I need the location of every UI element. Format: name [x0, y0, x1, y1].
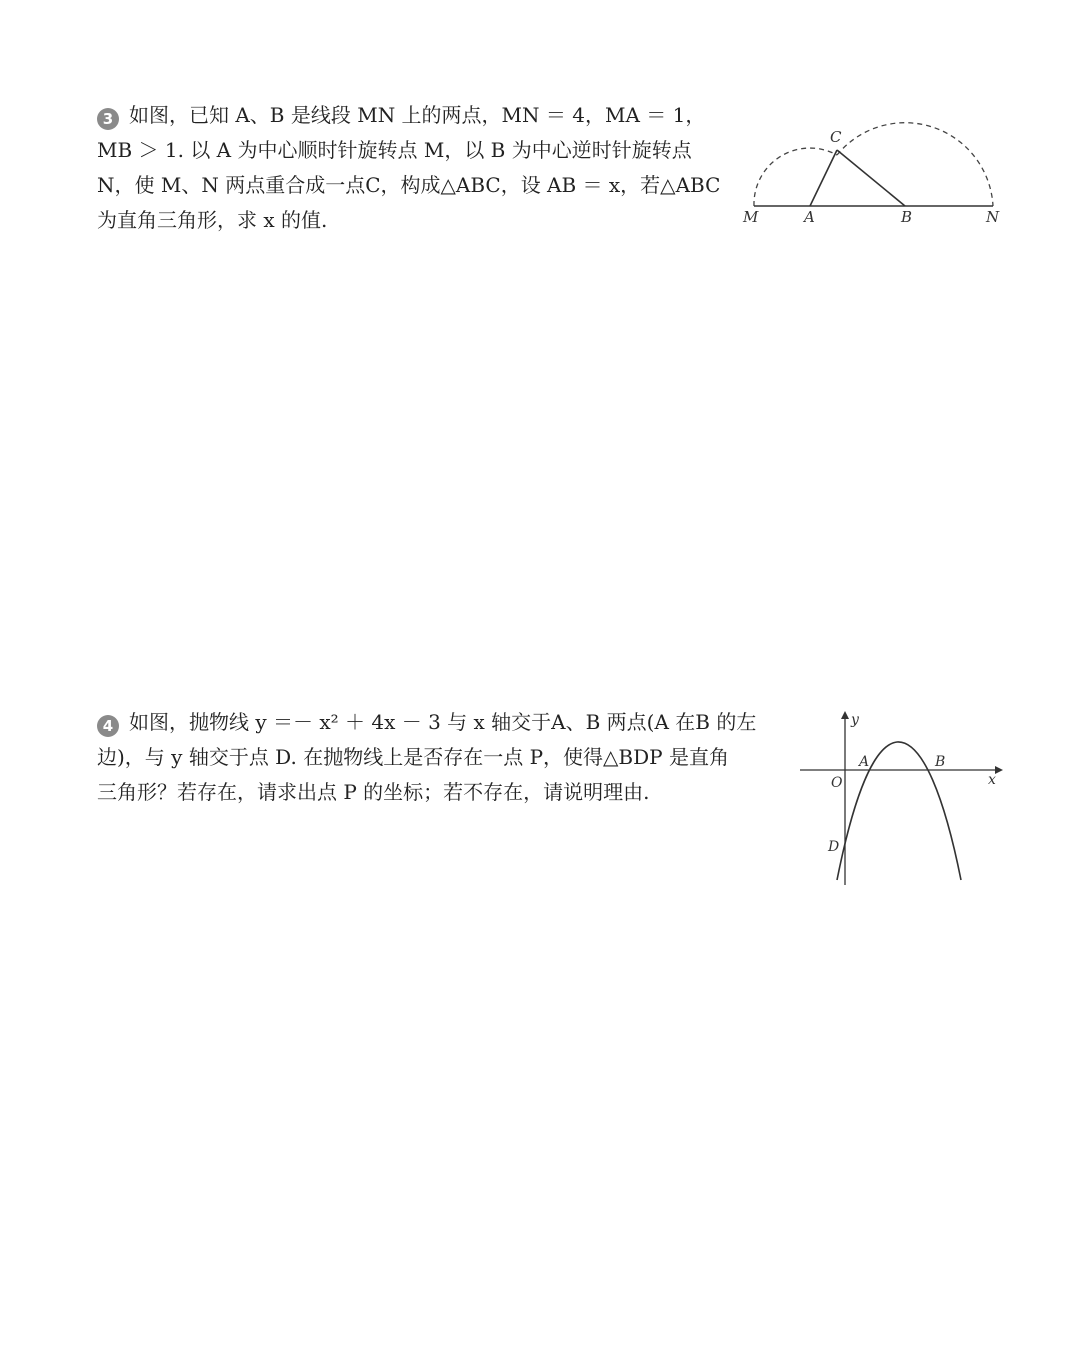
- label-a: A: [804, 208, 815, 226]
- problem-4-figure: [795, 705, 1010, 890]
- problem-3-line-2: MB ＞ 1. 以 A 为中心顺时针旋转点 M，以 B 为中心逆时针旋转点: [97, 138, 692, 162]
- problem-4-text: [97, 705, 756, 810]
- problem-3-line-3: N，使 M、N 两点重合成一点C，构成△ABC，设 AB ＝ x，若△ABC: [97, 173, 721, 197]
- problem-3-figure: [740, 110, 1010, 235]
- problem-4-line-1: 4 如图，抛物线 y ＝－ x² ＋ 4x － 3 与 x 轴交于A、B 两点(A 在B 的左: [97, 705, 756, 740]
- segment-bc: [837, 150, 905, 206]
- problem-4-line-3: 三角形？若存在，请求出点 P 的坐标；若不存在，请说明理由.: [97, 780, 650, 804]
- label-y: y: [851, 712, 859, 728]
- segment-ac: [810, 150, 837, 206]
- label-d: D: [828, 839, 840, 855]
- label-x: x: [988, 772, 996, 788]
- y-axis-arrow: [841, 711, 849, 719]
- problem-3-text: [97, 98, 720, 238]
- problem-4-line-2: 边)，与 y 轴交于点 D. 在抛物线上是否存在一点 P，使得△BDP 是直角: [97, 745, 729, 769]
- problem-3-line-1: 3 如图，已知 A、B 是线段 MN 上的两点，MN ＝ 4，MA ＝ 1，: [97, 98, 720, 133]
- problem-3-line-4: 为直角三角形，求 x 的值.: [97, 208, 328, 232]
- label-a: A: [859, 754, 870, 770]
- label-m: M: [743, 208, 759, 226]
- x-axis-arrow: [995, 766, 1003, 774]
- label-b: B: [935, 754, 946, 770]
- problem-number-badge: 4: [97, 715, 119, 737]
- label-o: O: [831, 775, 843, 791]
- arc-around-b: [837, 123, 993, 206]
- label-b: B: [901, 208, 913, 226]
- problem-number-badge: 3: [97, 108, 119, 130]
- label-n: N: [986, 208, 1000, 226]
- label-c: C: [830, 128, 842, 146]
